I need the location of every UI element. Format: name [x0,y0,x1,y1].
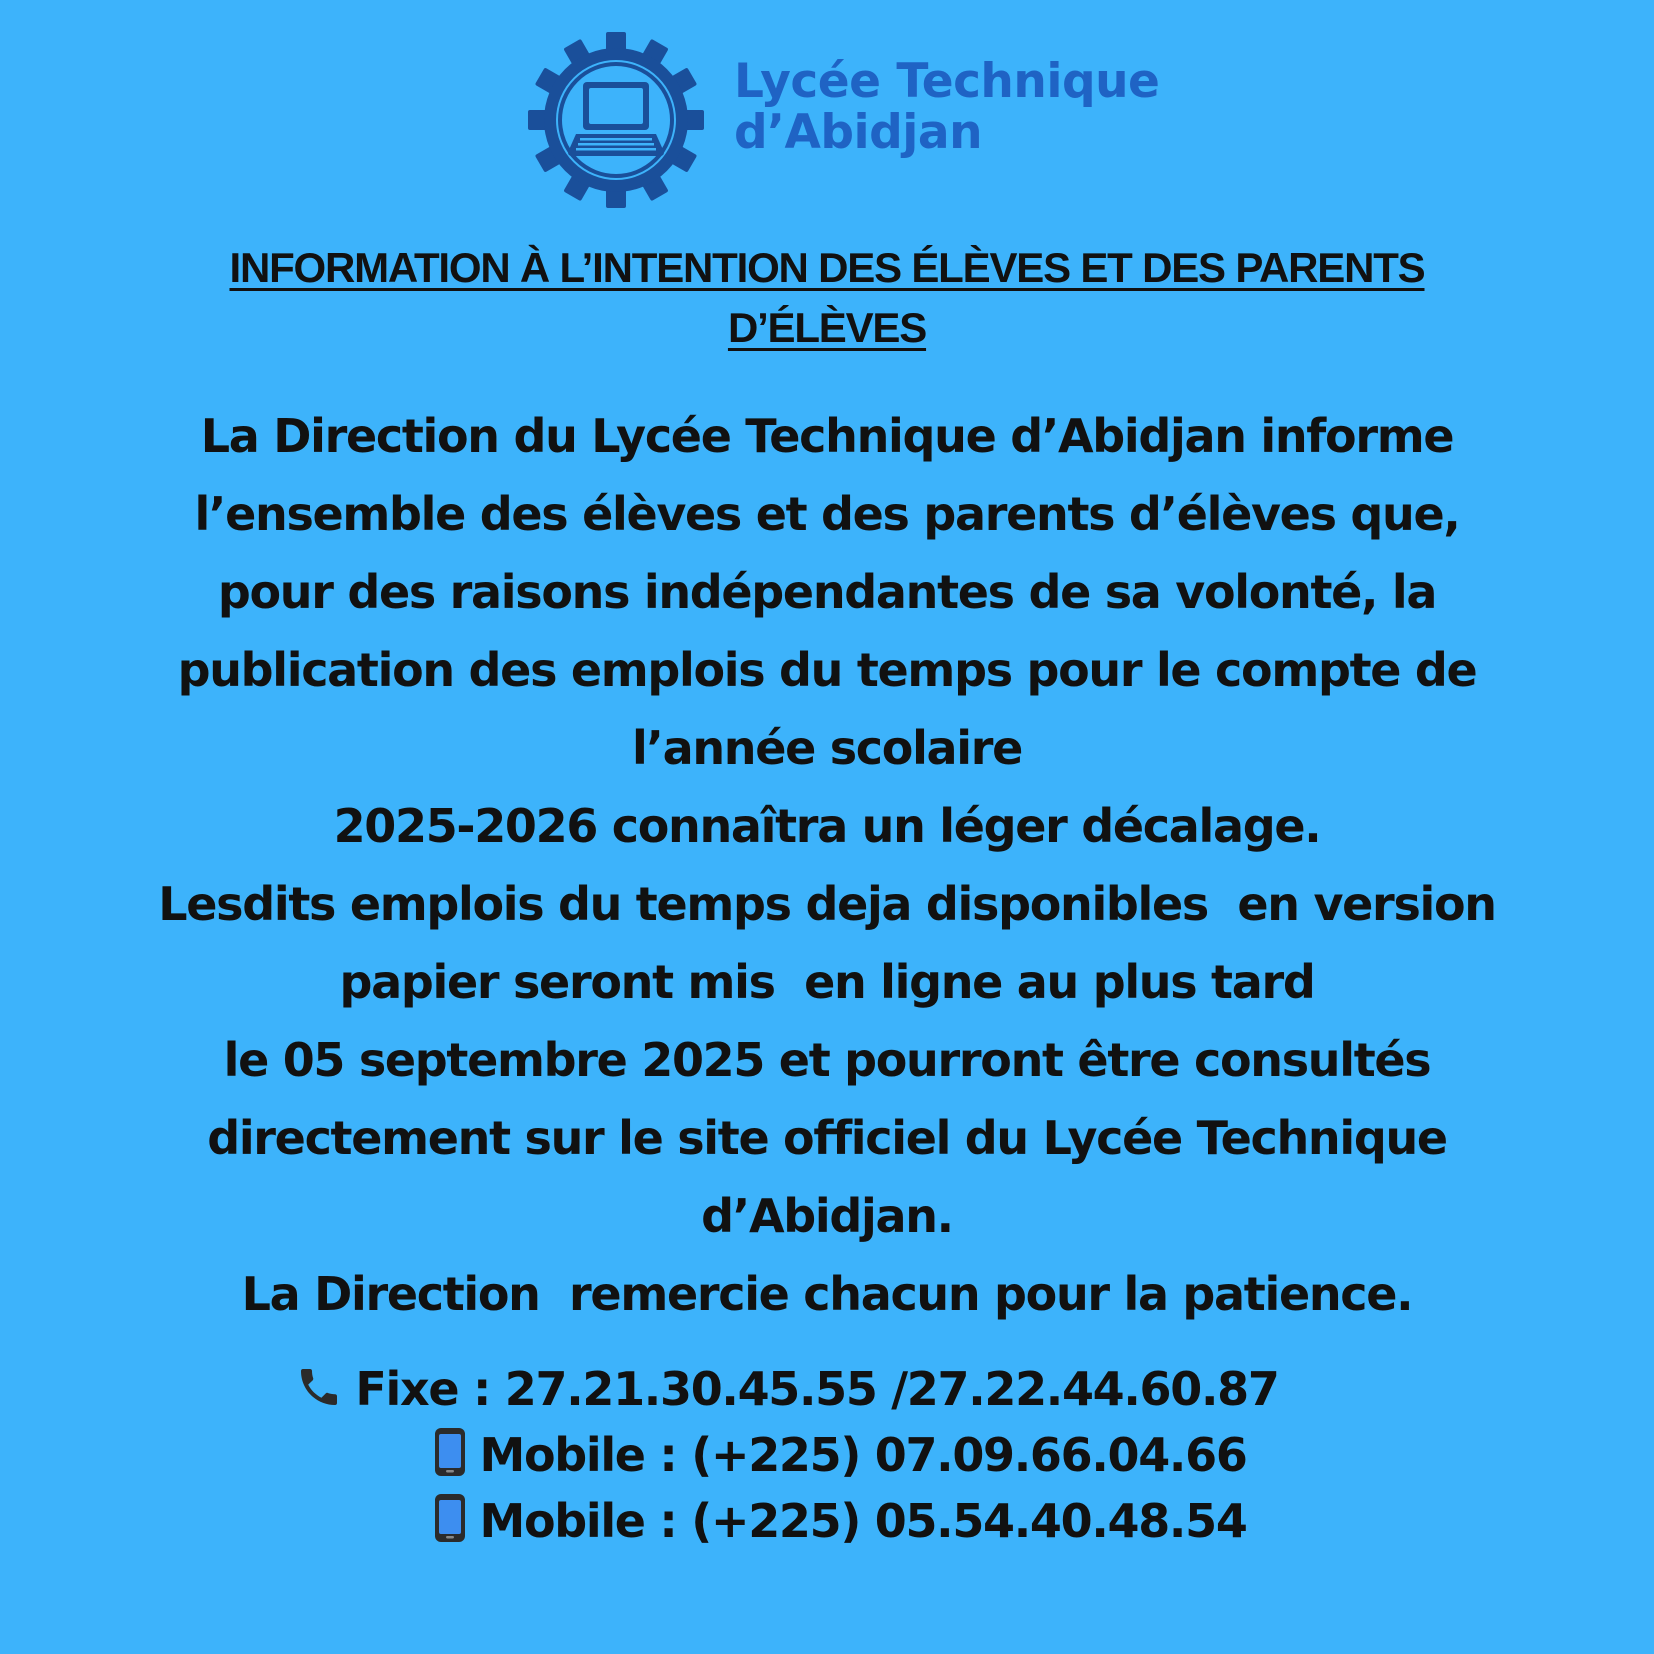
school-name-line1: Lycée Technique [734,54,1160,109]
phone-icon [295,1363,343,1411]
school-name-line2: d’Abidjan [734,105,983,160]
notice-body-line: pour des raisons indépendantes de sa volonté, la [217,565,1437,619]
contact-mobile-2-text: Mobile : (+225) 05.54.40.48.54 [479,1494,1247,1548]
school-name [734,56,1159,158]
contact-mobile-1-text: Mobile : (+225) 07.09.66.04.66 [479,1428,1247,1482]
notice-body-line: l’année scolaire [631,721,1023,775]
notice-body-line: 2025-2026 connaîtra un léger décalage. [333,799,1321,853]
notice-body-line: publication des emplois du temps pour le compte de [177,643,1477,697]
notice-body-line: papier seront mis en ligne au plus tard [339,955,1315,1009]
mobile-phone-icon [433,1427,467,1477]
contact-mobile-1 [26,1422,1654,1488]
notice-title [60,238,1594,358]
notice-title-line1: INFORMATION À L’INTENTION DES ÉLÈVES ET DES PARENTS [229,244,1425,291]
contact-info [0,1356,1654,1554]
notice-title-line2: D’ÉLÈVES [727,304,927,351]
notice-body [20,397,1634,1333]
contact-fixe-text: Fixe : 27.21.30.45.55 /27.22.44.60.87 [355,1362,1279,1416]
notice-body-line: La Direction remercie chacun pour la patience. [241,1267,1413,1321]
notice-body-line: La Direction du Lycée Technique d’Abidjan informe [200,409,1454,463]
notice-body-line: Lesdits emplois du temps deja disponibles en version [158,877,1496,931]
gear-laptop-icon [528,32,704,208]
notice-body-line: l’ensemble des élèves et des parents d’élèves que, [194,487,1460,541]
notice-body-line: directement sur le site officiel du Lycée Technique [207,1111,1447,1165]
notice-body-line: le 05 septembre 2025 et pourront être consultés [223,1033,1431,1087]
mobile-phone-icon [433,1493,467,1543]
notice-body-line: d’Abidjan. [701,1189,953,1243]
contact-mobile-2 [26,1488,1654,1554]
contact-fixe [0,1356,1654,1422]
